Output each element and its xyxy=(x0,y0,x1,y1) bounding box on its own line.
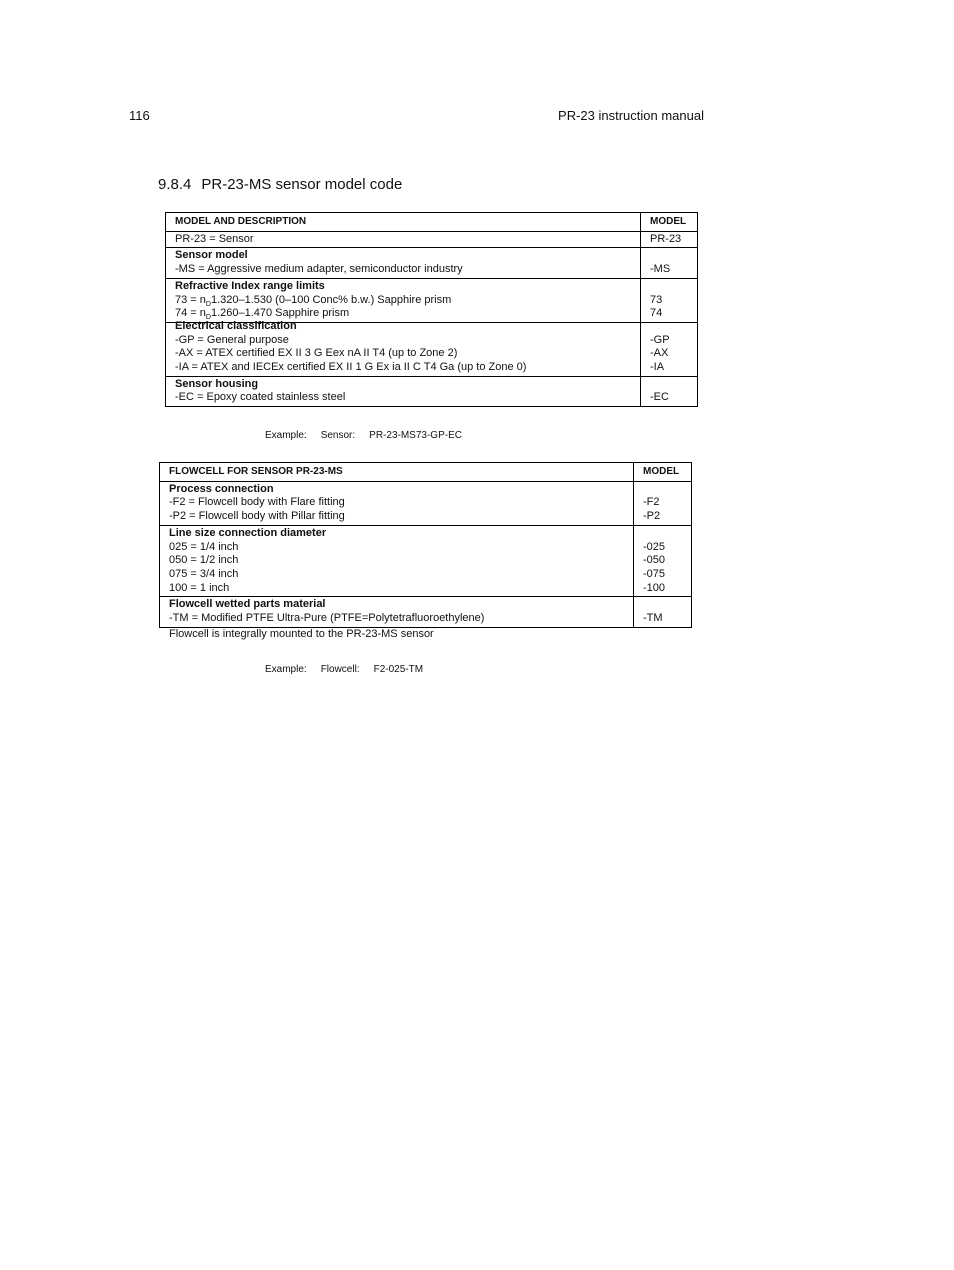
example-label: Example: xyxy=(265,430,307,441)
flowcell-example xyxy=(265,664,437,675)
table-header-row xyxy=(166,213,698,232)
row-description xyxy=(166,248,641,278)
code-text: -MS xyxy=(650,263,671,276)
page-number: 116 xyxy=(129,108,150,123)
code-text: 73 xyxy=(650,293,663,306)
row-code xyxy=(641,322,698,376)
sensor-example xyxy=(265,430,476,441)
table-row xyxy=(166,278,698,322)
code-text: 74 xyxy=(650,307,663,320)
row-text: -P2 = Flowcell body with Pillar fitting xyxy=(169,510,345,523)
flowcell-note: Flowcell is integrally mounted to the PR-23-MS sensor xyxy=(169,628,434,640)
row-code xyxy=(634,525,692,597)
example-value: PR-23-MS73-GP-EC xyxy=(369,430,462,441)
code-text: -GP xyxy=(650,333,670,346)
row-code xyxy=(641,376,698,406)
row-code xyxy=(641,248,698,278)
row-description xyxy=(160,525,634,597)
row-description xyxy=(160,597,634,627)
flowcell-model-code-table xyxy=(159,462,692,628)
column-header-model: MODEL xyxy=(634,463,692,482)
row-text: $73 = n_D1.320-1.530$ (0–100 Conc% b.w.) Sapphire prism xyxy=(175,293,452,308)
row-title: Sensor model xyxy=(175,249,248,262)
row-description xyxy=(160,481,634,525)
code-text: -F2 xyxy=(643,496,660,509)
table-row xyxy=(166,248,698,278)
row-text: 025 = 1/4 inch xyxy=(169,540,239,553)
row-title: Line size connection diameter xyxy=(169,526,327,539)
table-row xyxy=(166,231,698,248)
code-text: -075 xyxy=(643,567,666,580)
row-text: -EC = Epoxy coated stainless steel xyxy=(175,391,346,404)
row-code xyxy=(634,597,692,627)
example-value: F2-025-TM xyxy=(373,664,424,675)
sensor-model-code-table xyxy=(165,212,698,407)
row-text: $74 = n_D1.260-1.470$ Sapphire prism xyxy=(175,307,350,322)
row-text: -AX = ATEX certified EX II 3 G Eex nA II T4 (up to Zone 2) xyxy=(175,347,458,360)
example-label: Example: xyxy=(265,664,307,675)
section-heading: PR-23-MS sensor model code xyxy=(201,176,403,193)
running-title: PR-23 instruction manual xyxy=(558,108,704,123)
row-text: PR-23 = Sensor xyxy=(175,232,254,245)
table-header-row xyxy=(160,463,692,482)
column-header-description: FLOWCELL FOR SENSOR PR-23-MS xyxy=(160,463,634,482)
code-text: -025 xyxy=(643,540,666,553)
row-description xyxy=(166,319,641,376)
column-header-model: MODEL xyxy=(641,213,698,232)
row-text: -F2 = Flowcell body with Flare fitting xyxy=(169,496,345,509)
row-title: Refractive Index range limits xyxy=(175,279,325,292)
section-number: 9.8.4 xyxy=(158,176,192,193)
row-title: Electrical classification xyxy=(175,319,297,332)
row-code xyxy=(641,231,698,248)
code-text: PR-23 xyxy=(650,232,682,245)
row-text: 075 = 3/4 inch xyxy=(169,567,239,580)
row-code xyxy=(634,481,692,525)
code-text: -100 xyxy=(643,581,666,594)
row-title: Flowcell wetted parts material xyxy=(169,598,326,611)
row-title: Sensor housing xyxy=(175,377,259,390)
row-text: -GP = General purpose xyxy=(175,333,289,346)
row-text: 050 = 1/2 inch xyxy=(169,554,239,567)
code-text: -P2 xyxy=(643,510,661,523)
column-header-description: MODEL AND DESCRIPTION xyxy=(166,213,641,232)
table-row xyxy=(160,481,692,525)
row-code xyxy=(641,278,698,322)
row-text: -IA = ATEX and IECEx certified EX II 1 G Ex ia II C T4 Ga (up to Zone 0) xyxy=(175,361,527,374)
row-text: 100 = 1 inch xyxy=(169,581,230,594)
code-text: -EC xyxy=(650,391,669,404)
row-description xyxy=(166,278,641,322)
code-text: -050 xyxy=(643,554,666,567)
row-text: -MS = Aggressive medium adapter, semiconductor industry xyxy=(175,263,463,276)
row-description xyxy=(166,231,641,248)
table-row xyxy=(166,376,698,406)
example-item: Flowcell: xyxy=(320,664,360,675)
code-text: -IA xyxy=(650,361,665,374)
code-text: -AX xyxy=(650,347,669,360)
code-text: -TM xyxy=(643,612,663,625)
table-row xyxy=(160,525,692,597)
row-title: Process connection xyxy=(169,482,274,495)
row-text: -TM = Modified PTFE Ultra-Pure (PTFE=Polytetrafluoroethylene) xyxy=(169,612,485,625)
table-row xyxy=(160,597,692,627)
table-row xyxy=(166,322,698,376)
row-description xyxy=(166,376,641,406)
example-item: Sensor: xyxy=(320,430,356,441)
section-title xyxy=(158,176,402,193)
